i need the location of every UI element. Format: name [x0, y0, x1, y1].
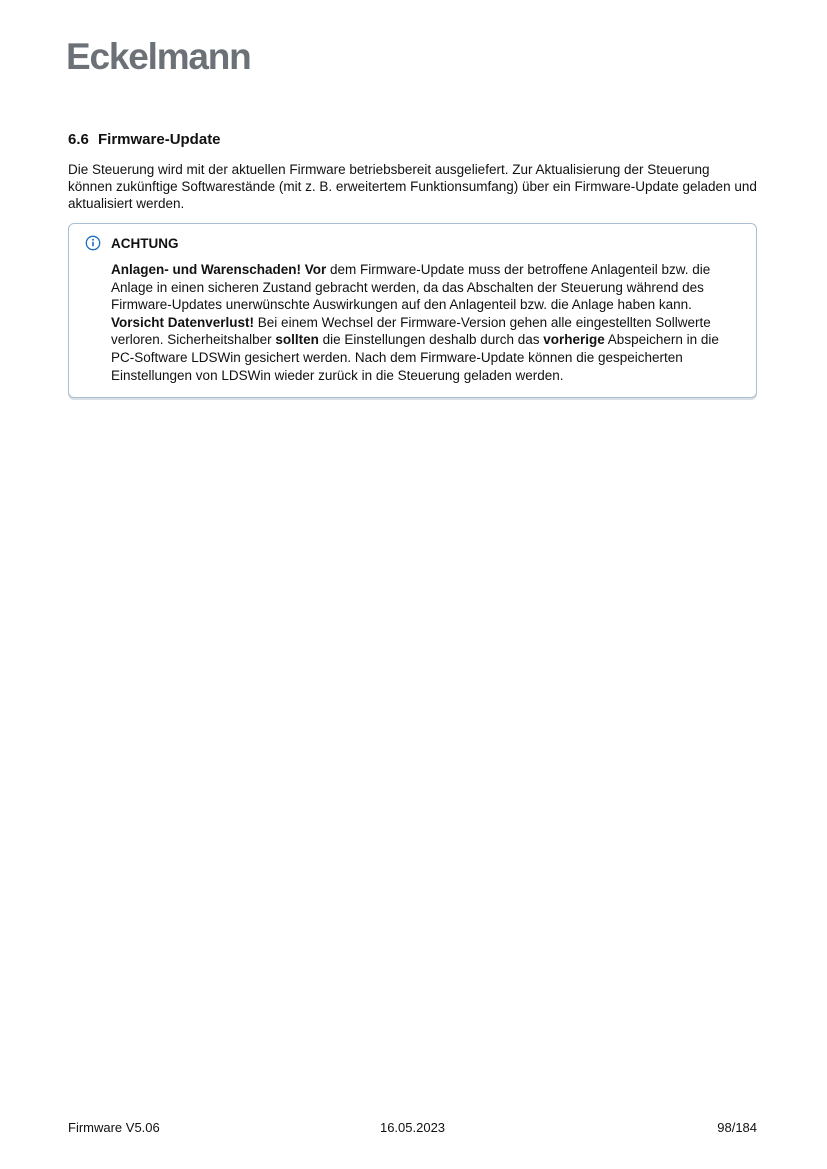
page-footer: [68, 1120, 757, 1135]
company-logo: Eckelmann: [66, 36, 251, 77]
section-heading: [68, 131, 757, 148]
section-number: 6.6: [68, 131, 89, 148]
notice-header: [85, 235, 742, 251]
section-title: Firmware-Update: [98, 131, 221, 148]
notice-title: ACHTUNG: [111, 235, 179, 251]
info-icon: [85, 235, 101, 251]
page-content: [68, 131, 757, 398]
notice-body: Anlagen- und Warenschaden! Vor dem Firmware-Update muss der betroffene Anlagenteil bzw. die Anlage in einen sicheren Zustand gebracht werden, da das Abschalten der Steuerung während des Firmware-Updates unerwünschte Auswirkungen auf den Anlagenteil bzw. die Anlage haben kann. Vorsicht Datenverlust! Bei einem Wechsel der Firmware-Version gehen alle eingestellten Sollwerte verloren. Sicherheitshalber sollten die Einstellungen deshalb durch das vorherige Abspeichern in die PC-Software LDSWin gesichert werden. Nach dem Firmware-Update können die gespeicherten Einstellungen von LDSWin wieder zurück in die Steuerung geladen werden.: [111, 262, 719, 383]
footer-page-number: 98/184: [717, 1120, 758, 1135]
footer-firmware-version: Firmware V5.06: [68, 1120, 160, 1135]
intro-paragraph: Die Steuerung wird mit der aktuellen Firmware betriebsbereit ausgeliefert. Zur Aktualisierung der Steuerung können zukünftige Softwarestände (mit z. B. erweitertem Funktionsumfang) über ein Firmware-Update geladen und aktualisiert werden.: [68, 162, 757, 211]
notice-box: [68, 223, 757, 398]
footer-date: 16.05.2023: [379, 1120, 446, 1135]
